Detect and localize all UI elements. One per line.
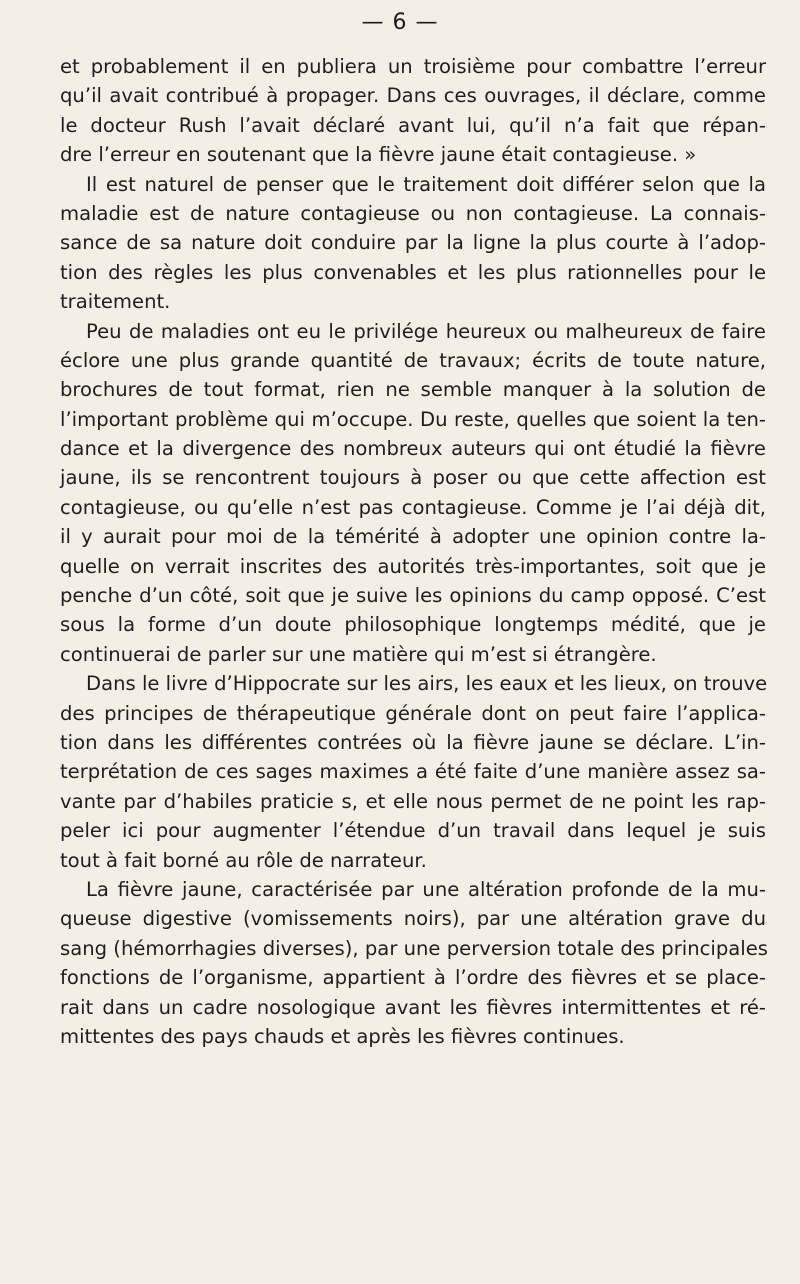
text-line: peler ici pour augmenter l’étendue d’un travail dans lequel je suis <box>60 819 766 843</box>
text-line: tion dans les différentes contrées où la fièvre jaune se déclare. L’in- <box>60 730 766 754</box>
text-line: éclore une plus grande quantité de travaux; écrits de toute nature, <box>60 348 766 372</box>
paragraph-2 <box>60 170 766 317</box>
text-line: Peu de maladies ont eu le privilége heureux ou malheureux de faire <box>86 319 766 343</box>
text-line: tion des règles les plus convenables et les plus rationnelles pour le <box>60 260 766 284</box>
text-line: tout à fait borné au rôle de narrateur. <box>60 848 427 872</box>
text-line: brochures de tout format, rien ne semble manquer à la solution de <box>60 378 766 402</box>
text-line: qu’il avait contribué à propager. Dans ces ouvrages, il déclare, comme <box>60 84 766 108</box>
text-line: Dans le livre d’Hippocrate sur les airs, les eaux et les lieux, on trouve <box>86 672 768 696</box>
text-line: maladie est de nature contagieuse ou non contagieuse. La connais- <box>60 201 766 225</box>
text-line: queuse digestive (vomissements noirs), par une altération grave du <box>60 907 766 931</box>
paragraph-5 <box>60 875 766 1051</box>
text-line: contagieuse, ou qu’elle n’est pas contagieuse. Comme je l’ai déjà dit, <box>60 495 766 519</box>
body-text <box>60 52 766 1051</box>
text-line: terprétation de ces sages maximes a été faite d’une manière assez sa- <box>60 760 766 784</box>
text-line: il y aurait pour moi de la témérité à adopter une opinion contre la- <box>60 525 766 549</box>
text-line: des principes de thérapeutique générale dont on peut faire l’applica- <box>60 701 766 725</box>
text-line: et probablement il en publiera un troisième pour combattre l’erreur <box>60 55 766 78</box>
text-line: fonctions de l’organisme, appartient à l’ordre des fièvres et se place- <box>60 966 766 990</box>
text-line: sang (hémorrhagies diverses), par une perversion totale des principales <box>60 936 768 960</box>
text-line: l’important problème qui m’occupe. Du reste, quelles que soient la ten- <box>60 407 766 431</box>
paragraph-3 <box>60 317 766 670</box>
paragraph-1 <box>60 52 766 170</box>
paragraph-4 <box>60 669 766 875</box>
text-line: rait dans un cadre nosologique avant les fièvres intermittentes et ré- <box>60 995 766 1019</box>
text-line: sance de sa nature doit conduire par la ligne la plus courte à l’adop- <box>60 231 766 255</box>
text-line: dre l’erreur en soutenant que la fièvre jaune était contagieuse. » <box>60 143 697 167</box>
text-line: le docteur Rush l’avait déclaré avant lui, qu’il n’a fait que répan- <box>60 113 766 137</box>
text-line: vante par d’habiles praticie s, et elle nous permet de ne point les rap- <box>60 789 766 813</box>
text-line: continuerai de parler sur une matière qui m’est si étrangère. <box>60 642 657 666</box>
text-line: mittentes des pays chauds et après les fièvres continues. <box>60 1024 625 1048</box>
text-line: dance et la divergence des nombreux auteurs qui ont étudié la fièvre <box>60 437 766 461</box>
text-line: penche d’un côté, soit que je suive les opinions du camp opposé. C’est <box>60 584 766 608</box>
text-line: La fièvre jaune, caractérisée par une altération profonde de la mu- <box>86 877 766 901</box>
text-line: quelle on verrait inscrites des autorités très-importantes, soit que je <box>60 554 766 578</box>
text-line: Il est naturel de penser que le traitement doit différer selon que la <box>86 172 766 196</box>
text-line: sous la forme d’un doute philosophique longtemps médité, que je <box>60 613 766 637</box>
text-line: jaune, ils se rencontrent toujours à poser ou que cette affection est <box>60 466 766 490</box>
page-number: — 6 — <box>361 10 439 35</box>
text-line: traitement. <box>60 290 171 314</box>
